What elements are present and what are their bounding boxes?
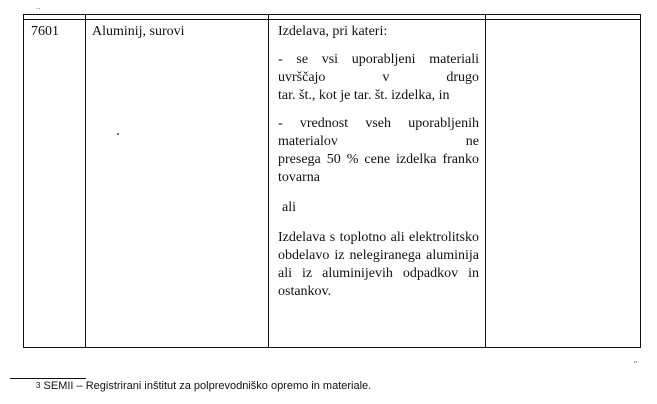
processing-rule-cell: [269, 20, 486, 348]
page-mark-top: ..: [36, 2, 41, 11]
rule-connector: ali: [282, 200, 296, 215]
rule-intro: Izdelava, pri kateri:: [278, 24, 388, 39]
footnote-number: 3: [36, 381, 41, 390]
footnote-text: SEMII – Registrirani inštitut za polprevodniško opremo in materiale.: [43, 380, 372, 392]
rule-alternative: Izdelava s toplotno ali elektrolitsko obdelavo iz nelegiranega aluminija ali iz aluminijevih odpadkov in ostankov.: [278, 230, 479, 299]
table-row: [24, 20, 641, 348]
tariff-rules-table: [23, 14, 641, 348]
product-description: Aluminij, surovi: [92, 24, 185, 39]
stray-dot: [117, 133, 119, 135]
rule-condition-2-rest: presega 50 % cene izdelka franko tovarna: [278, 152, 479, 185]
footnote: [36, 379, 371, 393]
tariff-code: 7601: [31, 24, 59, 39]
page-mark-bottom: ": [634, 360, 637, 369]
alternative-rule-cell: [486, 20, 641, 348]
rule-condition-1: [278, 51, 479, 105]
rule-condition-1-rest: tar. št., kot je tar. št. izdelka, in: [278, 88, 450, 103]
rule-condition-1-lead: - se vsi uporabljeni materiali uvrščajo v drugo: [278, 52, 479, 85]
rule-condition-2: [278, 115, 479, 187]
rule-condition-2-lead: - vrednost vseh uporabljenih materialov ne: [278, 116, 479, 149]
description-cell: [86, 20, 269, 348]
tariff-code-cell: [24, 20, 86, 348]
